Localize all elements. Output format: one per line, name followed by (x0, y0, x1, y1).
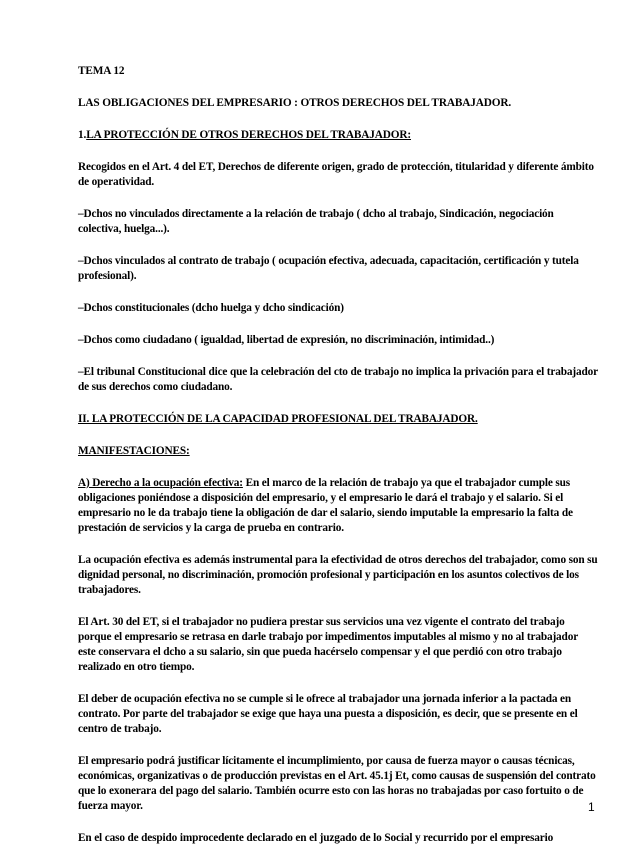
paragraph-2: –Dchos no vinculados directamente a la relación de trabajo ( dcho al trabajo, Sindicación, negociación colectiva, huelga...). (78, 208, 554, 235)
paragraph-10: El empresario podrá justificar lícitamente el incumplimiento, por causa de fuerza mayor o causas técnicas, económicas, organizativas o de producción previstas en el Art. 45.1j Et, como causas de suspensión del contrato que lo exonerara del pago del salario. También ocurre esto con las horas no trabajadas por caso fortuito o de fuerza mayor. (78, 755, 596, 812)
paragraph-7: La ocupación efectiva es además instrumental para la efectividad de otros derechos del trabajador, como son su dignidad personal, no discriminación, promoción profesional y participación en los asuntos colectivos de los trabajadores. (78, 554, 598, 596)
paragraph-a (78, 476, 598, 536)
section-2-heading: II. LA PROTECCIÓN DE LA CAPACIDAD PROFESIONAL DEL TRABAJADOR. (78, 413, 478, 425)
topic-number: TEMA 12 (78, 65, 125, 77)
page-number: 1 (588, 800, 595, 814)
paragraph-4: –Dchos constitucionales (dcho huelga y dcho sindicación) (78, 302, 344, 314)
section-1-number: 1. (78, 129, 87, 141)
document-page (78, 64, 598, 846)
section-1-title: LA PROTECCIÓN DE OTROS DERECHOS DEL TRABAJADOR: (86, 129, 411, 141)
paragraph-11: En el caso de despido improcedente declarado en el juzgado de lo Social y recurrido por el empresario (78, 832, 554, 844)
paragraph-8: El Art. 30 del ET, si el trabajador no pudiera prestar sus servicios una vez vigente el contrato del trabajo porque el empresario se retrasa en darle trabajo por impedimentos imputables al mismo y no al trabajador este conservara el dcho a su salario, sin que pueda hacérselo compensar y el que perdió con otro trabajo realizado en otro tiempo. (78, 616, 578, 673)
document-title: LAS OBLIGACIONES DEL EMPRESARIO : OTROS DERECHOS DEL TRABAJADOR. (78, 97, 512, 109)
paragraph-6: –El tribunal Constitucional dice que la celebración del cto de trabajo no implica la privación para el trabajador de sus derechos como ciudadano. (78, 366, 598, 393)
subsection-a-heading: A) Derecho a la ocupación efectiva: (78, 477, 243, 489)
paragraph-5: –Dchos como ciudadano ( igualdad, libertad de expresión, no discriminación, intimidad..) (78, 334, 495, 346)
subsection-a-text: En el marco de la relación de trabajo ya que el trabajador cumple sus obligaciones poniéndose a disposición del empresario, y el empresario le dará el trabajo y el salario. Si el empresario no le da trabajo tiene la obligación de dar el salario, siendo imputable la empresario la falta de prestación de servicios y la carga de prueba en contrario. (78, 477, 573, 534)
section-1-heading (78, 128, 598, 143)
paragraph-3: –Dchos vinculados al contrato de trabajo ( ocupación efectiva, adecuada, capacitación, certificación y tutela profesional). (78, 255, 579, 282)
paragraph-1: Recogidos en el Art. 4 del ET, Derechos de diferente origen, grado de protección, titularidad y diferente ámbito de operatividad. (78, 161, 594, 188)
manifestations-heading: MANIFESTACIONES: (78, 445, 190, 457)
paragraph-9: El deber de ocupación efectiva no se cumple si le ofrece al trabajador una jornada inferior a la pactada en contrato. Por parte del trabajador se exige que haya una puesta a disposición, es decir, que se presente en el centro de trabajo. (78, 693, 578, 735)
